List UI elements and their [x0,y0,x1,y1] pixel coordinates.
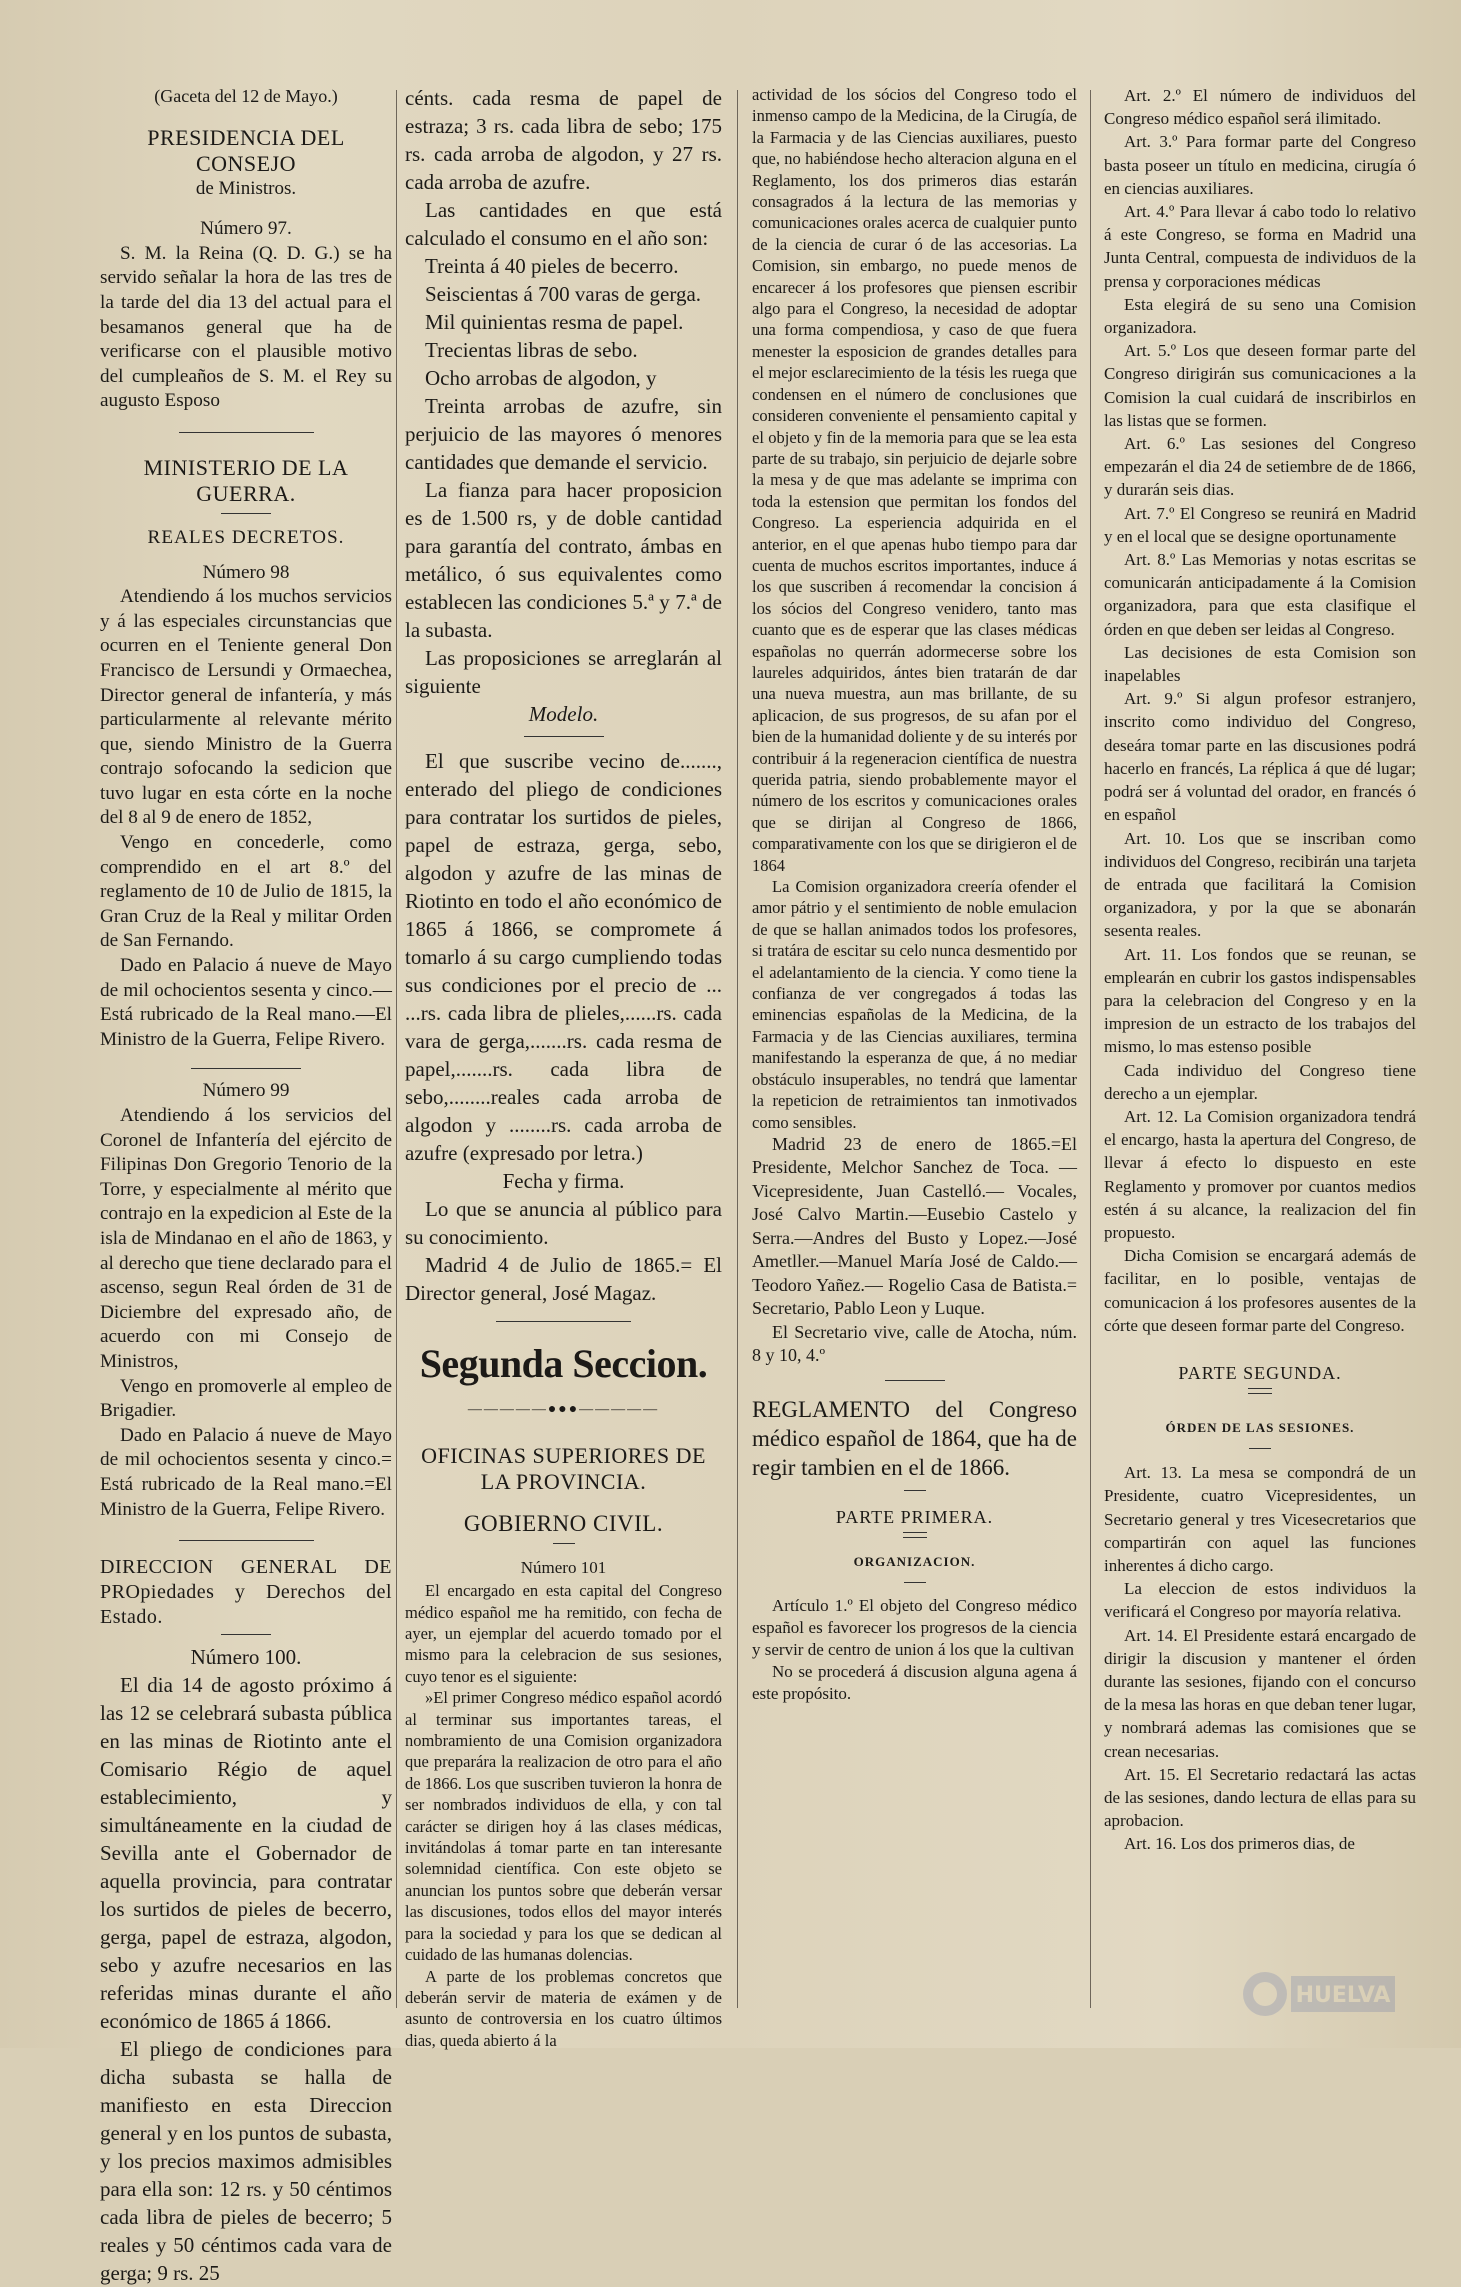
double-rule [1248,1388,1272,1394]
paragraph: Lo que se anuncia al público para su conocimiento. [405,1197,722,1249]
section-subheading: de Ministros. [195,177,297,199]
section-title: Segunda Seccion. [419,1341,708,1386]
list-item: Ocho arrobas de algodon, y [425,366,657,390]
paragraph: El Secretario vive, calle de Atocha, núm. 8 y 10, 4.º [752,1321,1077,1366]
article: Art. 13. La mesa se compondrá de un Presidente, cuatro Vicepresidentes, un Secretario general y tres Vicesecretarios que compartirán con aquel las funciones inherentes á dicho cargo. [1104,1463,1416,1575]
paragraph: cénts. cada resma de papel de estraza; 3 rs. cada libra de sebo; 175 rs. cada arroba de algodon, y 27 rs. cada arroba de azufre. [405,86,722,194]
divider [553,1543,575,1544]
divider [524,736,604,737]
column-divider [737,90,738,2008]
divider [179,1540,314,1541]
paragraph: Madrid 4 de Julio de 1865.= El Director general, José Magaz. [405,1253,722,1305]
article: Art. 7.º El Congreso se reunirá en Madrid y en el local que se designe oportunamente [1104,503,1416,546]
subsection-heading: ORGANIZACION. [853,1553,976,1569]
svg-text:HUELVA: HUELVA [1295,1983,1391,2008]
section-heading: MINISTERIO DE LA GUERRA. [143,454,349,506]
paragraph: actividad de los sócios del Congreso todo el inmenso campo de la Medicina, de la Cirugía, de la Farmacia y de las Ciencias auxiliares, puesto que, no habiéndose hecho alteracion alguna en el Reglamento, los dos primeros dias estarán consagrados á la lectura de las memorias y comunicaciones orales acerca de cualquier punto de la ciencia de curar ó de las accesorias. La Comision, sin embargo, no puede menos de encarecer á los profesores que piensen escribir algo para el Congreso, la necesidad de adoptar una forma compendiosa, y caso de que fuera menester la esposicion de grandes detalles para el mejor esclarecimiento de la tésis les ruega que condensen en el número de conclusiones que consideren conveniente el pensamiento capital y el objeto y fin de la memoria para que se lea esta parte de su trabajo, sin perjuicio de dejarle sobre la mesa y de que mas adelante se imprima con toda la estension que permitan los fondos del Congreso. La esperiencia adquirida en el anterior, en el que apenas hubo tiempo para dar cuenta de muchos escritos importantes, induce á los que suscriben á recomendar la concision á los sócios del Congreso venidero, tanto mas cuanto que es de esperar que las clases médicas españolas no querrán adormecerse sobre los laureles adquiridos, ántes bien tratarán de dar una nueva muestra, aun mas brillante, de su aplicacion, de sus progresos, de su afan por el bien de la humanidad doliente y de su interés por contribuir á la regeneracion científica de nuestra querida patria, siendo probablemente mayor el número de los escritos y comunicaciones orales que se dirijan al Congreso de 1866, comparativamente con los que se dirigieron el de 1864 [752,85,1077,875]
decree-number: Número 99 [202,1080,290,1102]
paragraph: El que suscribe vecino de......., enterado del pliego de condiciones para contratar los surtidos de pieles, papel de estraza, gerga, sebo, algodon y azufre de las minas de Riotinto en todo el año económico de 1865 á 1866, se compromete á tomarlo á su cargo cumpliendo todas sus condiciones por el precio de ... ...rs. cada libra de plieles,......rs. cada vara de gerga,.......rs. cada resma de papel,.......rs. cada libra de sebo,........reales cada arroba de algodon y ........rs. cada arroba de azufre (expresado por letra.) [405,749,722,1165]
list-item: Seiscientas á 700 varas de gerga. [425,282,702,306]
article: Artículo 1.º El objeto del Congreso médico español es favorecer los progresos de la ciencia y servir de centro de union á los que la cultivan [752,1596,1077,1660]
decree-number: Número 98 [202,561,290,583]
divider [496,1321,631,1322]
paragraph: S. M. la Reina (Q. D. G.) se ha servido señalar la hora de las tres de la tarde del dia 13 del actual para el besamanos general que ha de verificarse con el plausible motivo del cumpleaños de S. M. el Rey su augusto Esposo [100,242,392,412]
signature-line: Fecha y firma. [502,1169,625,1193]
paragraph: Atendiendo á los servicios del Coronel de Infantería del ejército de Filipinas Don Gregorio Tenorio de la Torre, y especialmente al mérito que contrajo en la expedicion al Este de la isla de Mindanao en el año de 1863, y al derecho que tiene declarado para el ascenso, segun Real órden de 31 de Diciembre del expresado año, de acuerdo con mi Consejo de Ministros, [100,1105,392,1372]
article: Art. 16. Los dos primeros dias, de [1124,1834,1355,1854]
paragraph: No se procederá á discusion alguna agena á este propósito. [752,1662,1077,1704]
divider [885,1380,945,1381]
column-divider [396,90,397,2008]
paragraph: Madrid 23 de enero de 1865.=El Presidente, Melchor Sanchez de Toca. —Vicepresidente, Juan Castelló.— Vocales, José Calvo Martin.—Eusebio Castelo y Serra.—Andres del Busto y Lopez.—José Ametller.—Manuel María José de Caldo.—Teodoro Yañez.— Rogelio Casa de Batista.= Secretario, Pablo Leon y Luque. [752,1133,1077,1319]
section-heading: GOBIERNO CIVIL. [463,1510,664,1536]
paragraph: Vengo en promoverle al empleo de Brigadier. [100,1375,392,1422]
double-rule [903,1532,927,1538]
divider [221,513,271,514]
paragraph: El pliego de condiciones para dicha subasta se halla de manifiesto en esta Direccion general y en los puntos de subasta, y los precios maximos admisibles para ella son: 12 rs. y 50 céntimos cada libra de pieles de becerro; 5 reales y 50 céntimos cada vara de gerga; 9 rs. 25 [100,2037,392,2286]
paragraph: Atendiendo á los muchos servicios y á las especiales circunstancias que ocurren en el Teniente general Don Francisco de Lersundi y Ormaechea, Director general de infantería, y más particularmente al relevante mérito que, siendo Ministro de la Guerra contrajo sofocando la sedicion que tuvo lugar en esta córte en la noche del 8 al 9 de enero de 1852, [100,586,392,829]
paragraph: A parte de los problemas concretos que deberán servir de materia de exámen y de asunto de controversia en los cuatro últimos dias, queda abierto á la [405,1966,722,2050]
regulation-title: REGLAMENTO del Congreso médico español de 1864, que ha de regir tambien en el de 1866. [752,1396,1077,1480]
divider [1249,1448,1271,1449]
article: Art. 11. Los fondos que se reunan, se emplearán en cubrir los gastos indispensables para la celebracion del Congreso y en la impresion de un estracto de los trabajos del mismo, lo mas estenso posible [1104,944,1416,1057]
article: Art. 15. El Secretario redactará las actas de las sesiones, dando lectura de ellas para su aprobacion. [1104,1764,1416,1831]
decree-number: Número 100. [190,1645,302,1670]
paragraph: El encargado en esta capital del Congreso médico español me ha remitido, con fecha de ayer, un ejemplar del acuerdo tomado por el mismo para la celebracion de sus sesiones, cuyo tenor es el siguiente: [405,1581,722,1686]
column-2 [405,84,722,2050]
column-1 [100,84,392,2286]
paragraph: El dia 14 de agosto próximo á las 12 se celebrará subasta pública en las minas de Riotinto ante el Comisario Régio de aquel establecimiento, y simultáneamente en la ciudad de Sevilla ante el Gobernador de aquella provincia, para contratar los surtidos de pieles de becerro, gerga, papel de estraza, algodon, sebo y azufre necesarios en las referidas minas durante el año económico de 1865 á 1866. [100,1673,392,2034]
divider [904,1490,926,1491]
article: Art. 3.º Para formar parte del Congreso basta poseer un título en medicina, cirugía ó en ciencias auxiliares. [1104,132,1416,198]
paragraph: Cada individuo del Congreso tiene derecho a un ejemplar. [1104,1060,1416,1103]
article: Art. 8.º Las Memorias y notas escritas se comunicarán anticipadamente á la Comision organizadora, para que esta clasifique el órden en que deben ser leidas al Congreso. [1104,550,1416,639]
paragraph: Dado en Palacio á nueve de Mayo de mil ochocientos sesenta y cinco.— Está rubricado de la Real mano.—El Ministro de la Guerra, Felipe Rivero. [100,955,392,1050]
archive-watermark [1239,1946,1399,2042]
article: Art. 14. El Presidente estará encargado de dirigir la discusion y mantener el órden durante las sesiones, fijando con el concurso de la mesa las horas en que deban tener lugar, y nombrará ademas las comisiones que se crean necesarias. [1104,1625,1416,1761]
column-3 [752,84,1077,2028]
article: Art. 9.º Si algun profesor estranjero, inscrito como individuo del Congreso, deseára tomar parte en las discusiones podrá hacerlo en francés, La réplica á que dé lugar; podrá ser á voluntad del orador, en francés ó en español [1104,689,1416,825]
part-heading: PARTE SEGUNDA. [1178,1362,1342,1383]
paragraph: Treinta arrobas de azufre, sin perjuicio de las mayores ó menores cantidades que demande el servicio. [405,394,722,474]
part-heading: PARTE PRIMERA. [835,1506,994,1527]
decree-number: Número 97. [200,218,292,240]
watermark-logo-icon [1239,1946,1399,2042]
ornament: —————●●●————— [467,1402,660,1417]
paragraph: Las decisiones de esta Comision son inapelables [1104,642,1416,686]
paragraph: Vengo en concederle, como comprendido en el art 8.º del reglamento de 10 de Julio de 1815, la Gran Cruz de la Real y militar Orden de San Fernando. [100,832,392,952]
section-subheading: REALES DECRETOS. [147,526,345,548]
paragraph: Las cantidades en que está calculado el consumo en el año son: [405,198,722,250]
divider [191,1068,301,1069]
list-item: Trecientas libras de sebo. [425,338,638,362]
subsection-heading: ÓRDEN DE LAS SESIONES. [1165,1419,1355,1435]
paragraph: La eleccion de estos individuos la verificará el Congreso por mayoría relativa. [1104,1579,1416,1622]
article: Art. 4.º Para llevar á cabo todo lo relativo á este Congreso, se forma en Madrid una Junta Central, compuesta de individuos de la prensa y corporaciones médicas [1104,202,1416,291]
article: Art. 2.º El número de individuos del Congreso médico español será ilimitado. [1104,86,1416,129]
divider [179,432,314,433]
paragraph: Las proposiciones se arreglarán al siguiente [405,646,722,698]
divider [221,1634,271,1635]
article: Art. 10. Los que se inscriban como individuos del Congreso, recibirán una tarjeta de entrada que facilitará la Comision organizadora, y por la que se abonarán sesenta reales. [1104,828,1416,941]
paragraph: »El primer Congreso médico español acordó al terminar sus importantes tareas, el nombramiento de una Comision organizadora que preparára la realizacion de otro para el año de 1866. Los que suscriben tuvieron la honra de ser nombrados individuos de ella, y con tal carácter se dirigen hoy á las clases médicas, invitándolas á tomar parte en tan interesante solemnidad científica. Con este objeto se anuncian los puntos sobre que deberán versar las discusiones, todos ellos del mayor interés para la sociedad y para los que se dedican al cuidado de las humanas dolencias. [405,1688,722,1965]
article: Art. 6.º Las sesiones del Congreso empezarán el dia 24 de setiembre de de 1866, y durarán seis dias. [1104,434,1416,500]
list-item: Treinta á 40 pieles de becerro. [425,254,679,278]
gazette-reference: (Gaceta del 12 de Mayo.) [154,86,338,106]
divider [904,1582,926,1583]
paragraph: La fianza para hacer proposicion es de 1.500 rs, y de doble cantidad para garantía del contrato, ámbas en metálico, ó sus equivalentes como establecen las condiciones 5.ª y 7.ª de la subasta. [405,478,722,642]
paragraph: La Comision organizadora creería ofender el amor pátrio y el sentimiento de noble emulacion de que se hallan animados todos los profesores, si tratára de escitar su celo nunca desmentido por el adelantamiento de la ciencia. Y como tiene la confianza de ver congregados á todas las eminencias españolas de la Medicina, de la Farmacia y de las Ciencias auxiliares, termina manifestando la esperanza de que, á no mediar obstáculo insuperables, no tendrá que lamentar la repeticion de retraimientos tan inmotivados como sensibles. [752,877,1077,1132]
section-heading: OFICINAS SUPERIORES DE LA PROVINCIA. [421,1442,706,1494]
paragraph: Dicha Comision se encargará además de facilitar, en lo posible, ventajas de comunicacion á los profesores ausentes de la córte que deseen formar parte del Congreso. [1104,1246,1416,1335]
article: Art. 5.º Los que deseen formar parte del Congreso dirigirán sus comunicaciones a la Comision la cual cuidará de inscribirlos en las listas que se formen. [1104,341,1416,430]
list-item: Mil quinientas resma de papel. [425,310,684,334]
section-heading: DIRECCION GENERAL DE PROpiedades y Derechos del Estado. [100,1556,392,1629]
article: Art. 12. La Comision organizadora tendrá el encargo, hasta la apertura del Congreso, de llevar á efecto lo dispuesto en este Reglamento y promover por cuantos medios estén á su alcance, la realizacion del fin propuesto. [1104,1106,1416,1242]
section-heading: PRESIDENCIA DEL CONSEJO [147,124,345,176]
column-4 [1104,84,1416,2028]
paragraph: Dado en Palacio á nueve de Mayo de mil ochocientos sesenta y cinco.= Está rubricado de la Real mano.=El Ministro de la Guerra, Felipe Rivero. [100,1424,392,1520]
model-heading: Modelo. [528,702,599,726]
paragraph: Esta elegirá de su seno una Comision organizadora. [1104,294,1416,338]
decree-number: Número 101 [520,1557,607,1577]
column-divider [1090,90,1091,2008]
